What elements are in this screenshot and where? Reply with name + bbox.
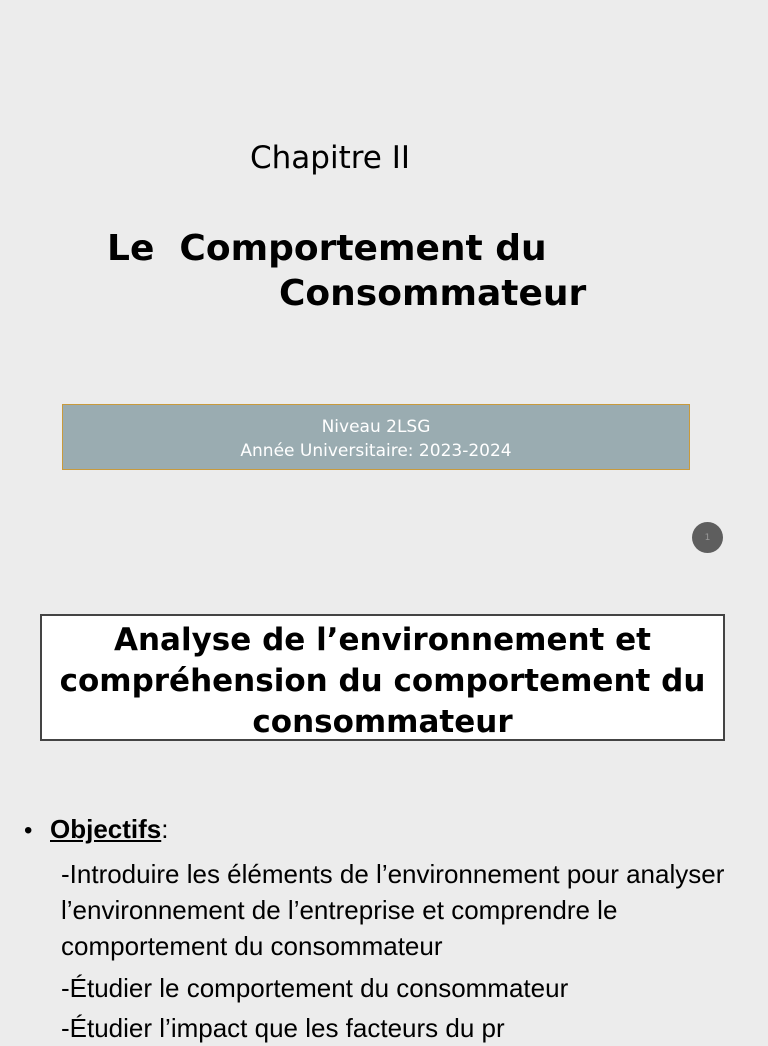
objectives-bullet	[24, 814, 168, 845]
course-info-box	[62, 404, 690, 470]
objectives-colon: :	[161, 814, 169, 844]
objective-item-3: -Étudier l’impact que les facteurs du pr	[61, 1013, 505, 1043]
slide-title-line-1: Le Comportement du	[107, 228, 547, 269]
page-number-badge: 1	[692, 522, 723, 553]
chapter-heading: Chapitre II	[250, 140, 411, 176]
slide-2-title: Analyse de l’environnement et compréhension du comportement du consommateur	[40, 614, 725, 741]
bullet-icon: •	[24, 817, 33, 844]
objectives-label: Objectifs	[50, 814, 162, 844]
objective-item-2: -Étudier le comportement du consommateur	[61, 973, 569, 1003]
level-text: Niveau 2LSG	[321, 417, 431, 437]
objective-item-1: -Introduire les éléments de l’environnement pour analyser l’environnement de l’entreprise et comprendre le comportement du consommateur	[61, 859, 725, 961]
academic-year-text: Année Universitaire: 2023-2024	[240, 441, 512, 461]
slide-2	[0, 570, 768, 1043]
slide-title-line-2: Consommateur	[279, 273, 587, 314]
